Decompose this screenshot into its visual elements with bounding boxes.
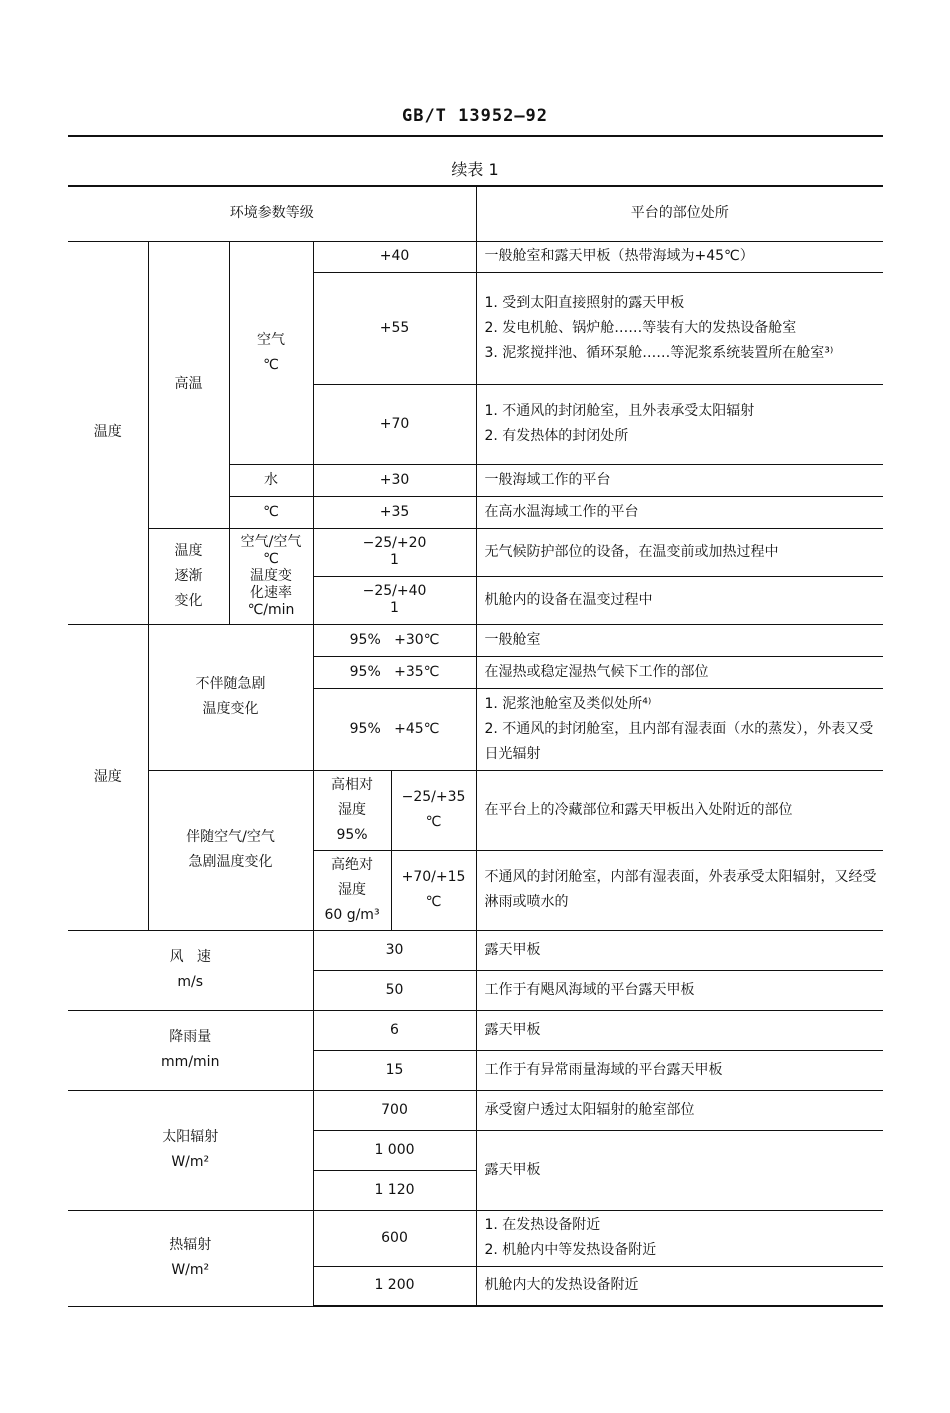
temp-line: ℃: [425, 894, 442, 910]
value-cell: 95% +45℃: [313, 688, 476, 770]
table-row: [68, 1210, 883, 1266]
location-line: 1. 不通风的封闭舱室，且外表承受太阳辐射: [484, 403, 755, 419]
location-line: 一般舱室: [484, 631, 541, 648]
gradual-line: 温度: [174, 542, 203, 559]
label-line: 降雨量: [169, 1029, 212, 1045]
value-line: −25/+40: [362, 583, 427, 599]
location-cell: [476, 624, 883, 656]
location-cell: [476, 1210, 883, 1266]
gradual-line: 逐渐: [174, 567, 203, 584]
value-cell: +30: [313, 464, 476, 496]
location-cell: [476, 272, 883, 384]
standard-number: GB/T 13952—92: [401, 106, 549, 126]
value-cell: +35: [313, 496, 476, 528]
humidity-label: 湿度: [68, 624, 148, 930]
humidity-line: 湿度: [338, 881, 366, 898]
location-line: 在高水温海域工作的平台: [484, 503, 639, 520]
label-line: 伴随空气/空气: [186, 829, 275, 845]
medium-line: ℃/min: [247, 601, 295, 618]
temp-line: ℃: [425, 814, 442, 830]
location-line: 一般舱室和露天甲板（热带海域为+45℃）: [484, 248, 754, 264]
label-unit: W/m²: [171, 1262, 210, 1278]
location-line: 一般海域工作的平台: [484, 471, 611, 488]
value-cell: 95% +30℃: [313, 624, 476, 656]
location-cell: 露天甲板: [476, 930, 883, 970]
param-column-header: 环境参数等级: [68, 186, 476, 241]
table-caption: 续表 1: [451, 160, 499, 179]
location-cell: 工作于有异常雨量海域的平台露天甲板: [476, 1050, 883, 1090]
location-line: 1. 受到太阳直接照射的露天甲板: [484, 294, 685, 311]
air-medium-cell: [229, 241, 313, 464]
header-rule: [68, 135, 883, 137]
value-cell: +55: [313, 272, 476, 384]
value-cell: 50: [313, 970, 476, 1010]
location-cell: [476, 1266, 883, 1306]
label-line: 温度变化: [202, 701, 259, 717]
label-unit: m/s: [177, 974, 204, 990]
location-cell: [476, 688, 883, 770]
location-cell: 在平台上的冷藏部位和露天甲板出入处附近的部位: [476, 770, 883, 850]
value-cell: 95% +35℃: [313, 656, 476, 688]
humidity-line: 高相对: [331, 776, 373, 793]
value-cell: +40: [313, 241, 476, 272]
table-row: [68, 1090, 883, 1130]
value-cell: 6: [313, 1010, 476, 1050]
value-cell: [313, 576, 476, 624]
table-row: [68, 624, 883, 656]
table-row: [68, 930, 883, 970]
value-line: 1: [390, 600, 399, 616]
humidity-line: 60 g/m³: [324, 906, 380, 923]
table-row: [68, 770, 883, 850]
humidity-type-cell: [313, 770, 391, 850]
location-line: 3. 泥浆搅拌池、循环泵舱……等泥浆系统装置所在舱室³⁾: [484, 344, 834, 361]
location-cell: 机舱内的设备在温变过程中: [476, 576, 883, 624]
value-cell: [313, 528, 476, 576]
medium-line: ℃: [263, 550, 279, 567]
humidity-type-cell: [313, 850, 391, 930]
location-line: 机舱内大的发热设备附近: [484, 1277, 639, 1294]
rainfall-label: [68, 1010, 313, 1090]
value-cell: 1 000: [313, 1130, 476, 1170]
temp-line: −25/+35: [401, 789, 466, 805]
table-row: [68, 1010, 883, 1050]
location-cell: 工作于有飓风海域的平台露天甲板: [476, 970, 883, 1010]
humidity-line: 95%: [336, 826, 368, 843]
medium-line: 温度变: [250, 567, 292, 584]
location-cell: 承受窗户透过太阳辐射的舱室部位: [476, 1090, 883, 1130]
gradual-change-label: [148, 528, 229, 624]
water-label: 水: [229, 464, 313, 496]
humidity-line: 高绝对: [331, 856, 373, 873]
value-cell: 600: [313, 1210, 476, 1266]
location-line: 2. 有发热体的封闭处所: [484, 428, 629, 444]
location-cell: [476, 656, 883, 688]
table-header-row: [68, 186, 883, 241]
label-line: 太阳辐射: [162, 1129, 219, 1145]
location-cell: 无气候防护部位的设备，在温变前或加热过程中: [476, 528, 883, 576]
label-unit: W/m²: [171, 1154, 210, 1170]
value-cell: 30: [313, 930, 476, 970]
water-unit: ℃: [229, 496, 313, 528]
humidity-line: 湿度: [338, 801, 366, 818]
air-label: 空气: [257, 331, 285, 348]
location-line: 1. 泥浆池舱室及类似处所⁴⁾: [484, 695, 652, 712]
label-line: 风 速: [169, 949, 211, 965]
heat-radiation-label: [68, 1210, 313, 1306]
value-cell: 1 120: [313, 1170, 476, 1210]
solar-radiation-label: [68, 1090, 313, 1210]
with-temp-change-label: [148, 770, 313, 930]
temp-line: +70/+15: [401, 869, 466, 885]
location-cell: 不通风的封闭舱室，内部有湿表面，外表承受太阳辐射，又经受淋雨或喷水的: [476, 850, 883, 930]
label-line: 热辐射: [169, 1237, 212, 1253]
value-cell: 700: [313, 1090, 476, 1130]
location-cell: 露天甲板: [476, 1130, 883, 1210]
gradual-medium-cell: [229, 528, 313, 624]
location-line: 2. 机舱内中等发热设备附近: [484, 1242, 657, 1258]
environment-parameter-table: [68, 185, 883, 1307]
table-row: [68, 528, 883, 576]
label-line: 不伴随急剧: [195, 676, 266, 692]
value-cell: 1 200: [313, 1266, 476, 1306]
gradual-line: 变化: [174, 592, 203, 609]
temp-range-cell: [391, 770, 476, 850]
medium-line: 空气/空气: [240, 533, 302, 550]
table-row: [68, 241, 883, 272]
location-cell: [476, 241, 883, 272]
label-line: 急剧温度变化: [188, 854, 273, 870]
location-line: 2. 发电机舱、锅炉舱……等装有大的发热设备舱室: [484, 319, 797, 336]
location-cell: 露天甲板: [476, 1010, 883, 1050]
wind-speed-label: [68, 930, 313, 1010]
location-line: 1. 在发热设备附近: [484, 1217, 601, 1233]
value-line: 1: [390, 552, 399, 568]
location-cell: [476, 464, 883, 496]
label-unit: mm/min: [161, 1054, 220, 1070]
air-unit: ℃: [263, 356, 279, 373]
location-cell: [476, 496, 883, 528]
location-cell: [476, 384, 883, 464]
value-cell: 15: [313, 1050, 476, 1090]
temp-range-cell: [391, 850, 476, 930]
medium-line: 化速率: [250, 584, 292, 601]
value-line: −25/+20: [362, 535, 427, 551]
location-column-header: 平台的部位处所: [476, 186, 883, 241]
temperature-label: 温度: [68, 241, 148, 624]
high-temp-label: 高温: [148, 241, 229, 528]
location-line: 在湿热或稳定湿热气候下工作的部位: [484, 663, 709, 680]
no-temp-change-label: [148, 624, 313, 770]
location-line: 2. 不通风的封闭舱室，且内部有湿表面（水的蒸发），外表又受日光辐射: [484, 720, 874, 762]
value-cell: +70: [313, 384, 476, 464]
